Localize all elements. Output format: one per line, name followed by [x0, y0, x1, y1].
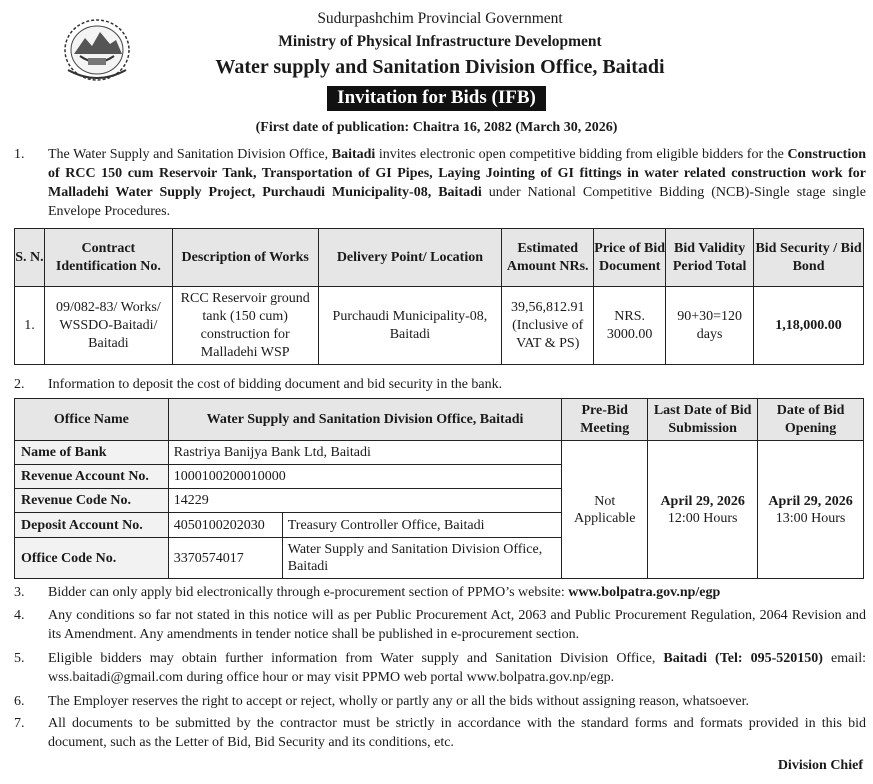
office-name-label: Office Name — [15, 399, 169, 441]
col-sn-header: S. N. — [15, 229, 45, 287]
bank-info-table — [14, 398, 864, 579]
clause-6: 6. The Employer reserves the right to accept or reject, wholly or partly any or all the bids without assigning reason, whatsoever. — [14, 694, 749, 709]
col-estimate-header: Estimated Amount NRs. — [502, 229, 594, 287]
government-emblem-icon — [58, 14, 136, 84]
notice-title: Invitation for Bids (IFB) — [327, 86, 546, 111]
clause-number: 1. — [14, 147, 25, 162]
estimate-cell: 39,56,812.91 (Inclusive of VAT & PS) — [502, 287, 594, 365]
doc-price-cell: NRS. 3000.00 — [594, 287, 666, 365]
last-date: April 29, 2026 — [660, 493, 745, 509]
publication-date: (First date of publication: Chaitra 16, 2082 (March 30, 2026) — [255, 120, 618, 135]
col-doc-price-header: Price of Bid Document — [594, 229, 666, 287]
ministry-heading: Ministry of Physical Infrastructure Development — [278, 33, 602, 50]
signature-title: Division Chief — [777, 758, 863, 773]
opening-header: Date of Bid Opening — [758, 399, 864, 441]
clause-4: 4. Any conditions so far not stated in this notice will as per Public Procurement Act, 2063 and Public Procurement Regulation, 2064 Revision and its Amendment. Any amendments in tender notice shall be published in e-procurement section. — [14, 608, 866, 642]
bank-label: Name of Bank — [15, 441, 169, 465]
validity-cell: 90+30=120 days — [666, 287, 754, 365]
revenue-code-label: Revenue Code No. — [15, 489, 169, 513]
prebid-header: Pre-Bid Meeting — [562, 399, 648, 441]
description-cell: RCC Reservoir ground tank (150 cum) construction for Malladehi WSP — [172, 287, 318, 365]
contract-table-header — [15, 229, 864, 287]
deposit-account-office: Treasury Controller Office, Baitadi — [282, 513, 561, 538]
opening-time: 13:00 Hours — [775, 510, 846, 526]
revenue-code-value: 14229 — [168, 489, 561, 513]
sn-cell: 1. — [15, 287, 45, 365]
col-description-header: Description of Works — [172, 229, 318, 287]
col-validity-header: Bid Validity Period Total — [666, 229, 754, 287]
col-contract-id-header: Contract Identification No. — [44, 229, 172, 287]
clause-7: 7. All documents to be submitted by the contractor must be strictly in accordance with the standard forms and formats provided in this bid document, such as the Letter of Bid, Bid Security and its conditions, etc. — [14, 716, 866, 750]
location-cell: Purchaudi Municipality-08, Baitadi — [318, 287, 502, 365]
col-security-header: Bid Security / Bid Bond — [754, 229, 864, 287]
clause-3: 3. Bidder can only apply bid electronically through e-procurement section of PPMO’s website: www.bolpatra.gov.np/egp — [14, 585, 721, 600]
office-code-office: Water Supply and Sanitation Division Office, Baitadi — [282, 538, 561, 579]
office-code-value: 3370574017 — [168, 538, 282, 579]
revenue-account-label: Revenue Account No. — [15, 465, 169, 489]
table-row — [15, 287, 864, 365]
office-name-value: Water Supply and Sanitation Division Office, Baitadi — [168, 399, 561, 441]
last-date-header: Last Date of Bid Submission — [648, 399, 758, 441]
prebid-value: Not Applicable — [562, 441, 648, 579]
col-location-header: Delivery Point/ Location — [318, 229, 502, 287]
contract-id-cell: 09/082-83/ Works/ WSSDO-Baitadi/ Baitadi — [44, 287, 172, 365]
clause-2: 2. Information to deposit the cost of bidding document and bid security in the bank. — [14, 377, 503, 392]
opening-date: April 29, 2026 — [768, 493, 853, 509]
clause-1: 1. The Water Supply and Sanitation Division Office, Baitadi invites electronic open competitive bidding from eligible bidders for the Construction of RCC 150 cum Reservoir Tank, Transportation of GI Pipes, Laying Jointing of GI fittings in water related construction work for Malladehi Water Supply Project, Purchaudi Municipality-08, Baitadi under National Competitive Bidding (NCB)-Single stage single Envelope Procedures. — [14, 147, 866, 219]
bolpatra-link[interactable]: www.bolpatra.gov.np/egp — [568, 585, 721, 600]
last-date-cell — [648, 441, 758, 579]
clause-5: 5. Eligible bidders may obtain further information from Water supply and Sanitation Division Office, Baitadi (Tel: 095-520150) email: wss.baitadi@gmail.com during office hour or may visit PPMO web portal www.bolpatra.gov.np/egp. — [14, 651, 866, 685]
office-code-label: Office Code No. — [15, 538, 169, 579]
bank-value: Rastriya Banijya Bank Ltd, Baitadi — [168, 441, 561, 465]
revenue-account-value: 1000100200010000 — [168, 465, 561, 489]
opening-date-cell — [758, 441, 864, 579]
last-time: 12:00 Hours — [667, 510, 738, 526]
deposit-account-value: 4050100202030 — [168, 513, 282, 538]
security-cell: 1,18,000.00 — [754, 287, 864, 365]
contract-table — [14, 228, 864, 365]
provincial-government-heading: Sudurpashchim Provincial Government — [317, 10, 563, 27]
deposit-account-label: Deposit Account No. — [15, 513, 169, 538]
office-heading: Water supply and Sanitation Division Office, Baitadi — [215, 56, 665, 78]
